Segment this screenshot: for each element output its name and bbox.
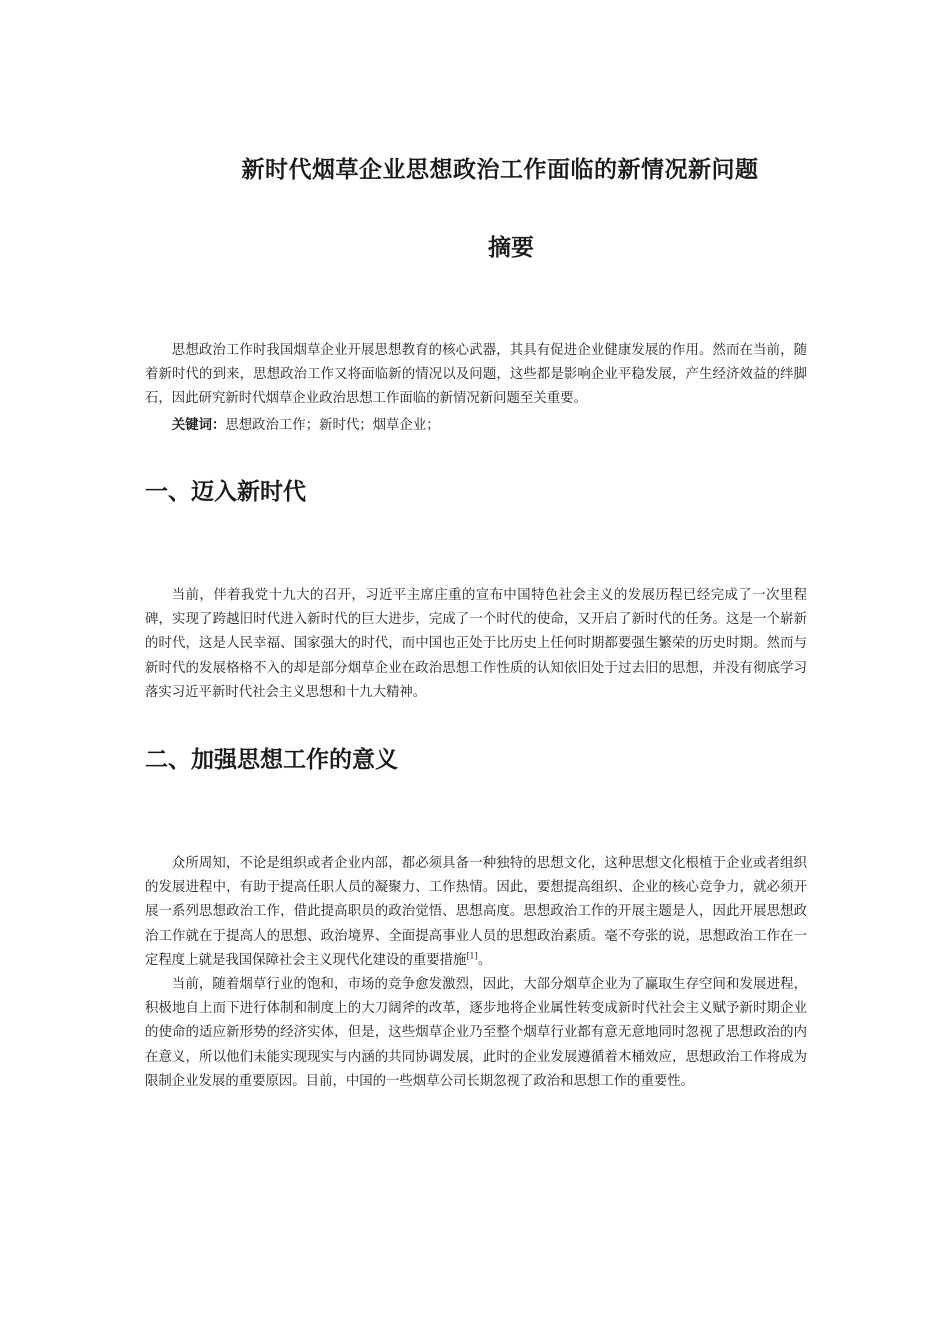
section-heading-2: 二、加强思想工作的意义 <box>145 746 398 773</box>
abstract-heading: 摘要 <box>488 234 534 261</box>
keywords-text: 思想政治工作；新时代；烟草企业； <box>225 418 440 433</box>
citation-marker[interactable]: [1] <box>466 951 478 961</box>
abstract-paragraph: 思想政治工作时我国烟草企业开展思想教育的核心武器，其具有促进企业健康发展的作用。然而在当前，随着新时代的到来，思想政治工作又将面临新的情况以及问题，这些都是影响企业平稳发展，产生经济效益的绊脚石，因此研究新时代烟草企业政治思想工作面临的新情况新问题至关重要。 <box>145 343 807 407</box>
section-2-paragraph-1 <box>145 852 807 973</box>
paragraph-text: 众所周知，不论是组织或者企业内部，都必须具备一种独特的思想文化，这种思想文化根植于企业或者组织的发展进程中，有助于提高任职人员的凝聚力、工作热情。因此，要想提高组织、企业的核心竞争力，就必须开展一系列思想政治工作，借此提高职员的政治觉悟、思想高度。思想政治工作的开展主题是人，因此开展思想政治工作就在于提高人的思想、政治境界、全面提高事业人员的思想政治素质。毫不夸张的说，思想政治工作在一定程度上就是我国保障社会主义现代化建设的重要措施 <box>145 856 807 968</box>
paragraph-end: 。 <box>477 952 492 968</box>
section-2-paragraph-2: 当前，随着烟草行业的饱和，市场的竞争愈发激烈，因此，大部分烟草企业为了赢取生存空间和发展进程，积极地自上而下进行体制和制度上的大刀阔斧的改革，逐步地将企业属性转变成新时代社会主义赋予新时期企业的使命的适应新形势的经济实体，但是，这些烟草企业乃至整个烟草行业都有意无意地同时忽视了思想政治的内在意义，所以他们未能实现现实与内涵的共同协调发展，此时的企业发展遵循着木桶效应，思想政治工作将成为限制企业发展的重要原因。目前，中国的一些烟草公司长期忽视了政治和思想工作的重要性。 <box>145 977 807 1089</box>
section-heading-1: 一、迈入新时代 <box>145 478 306 505</box>
section-1-paragraph: 当前，伴着我党十九大的召开，习近平主席庄重的宣布中国特色社会主义的发展历程已经完成了一次里程碑，实现了跨越旧时代进入新时代的巨大进步，完成了一个时代的使命，又开启了新时代的任务。这是一个崭新的时代，这是人民幸福、国家强大的时代，而中国也正处于比历史上任何时期都要强生繁荣的历史时期。然而与新时代的发展格格不入的却是部分烟草企业在政治思想工作性质的认知依旧处于过去旧的思想，并没有彻底学习落实习近平新时代社会主义思想和十九大精神。 <box>145 588 807 700</box>
keywords-label: 关键词： <box>171 417 226 433</box>
document-title: 新时代烟草企业思想政治工作面临的新情况新问题 <box>241 156 759 183</box>
keywords-line <box>145 413 807 438</box>
